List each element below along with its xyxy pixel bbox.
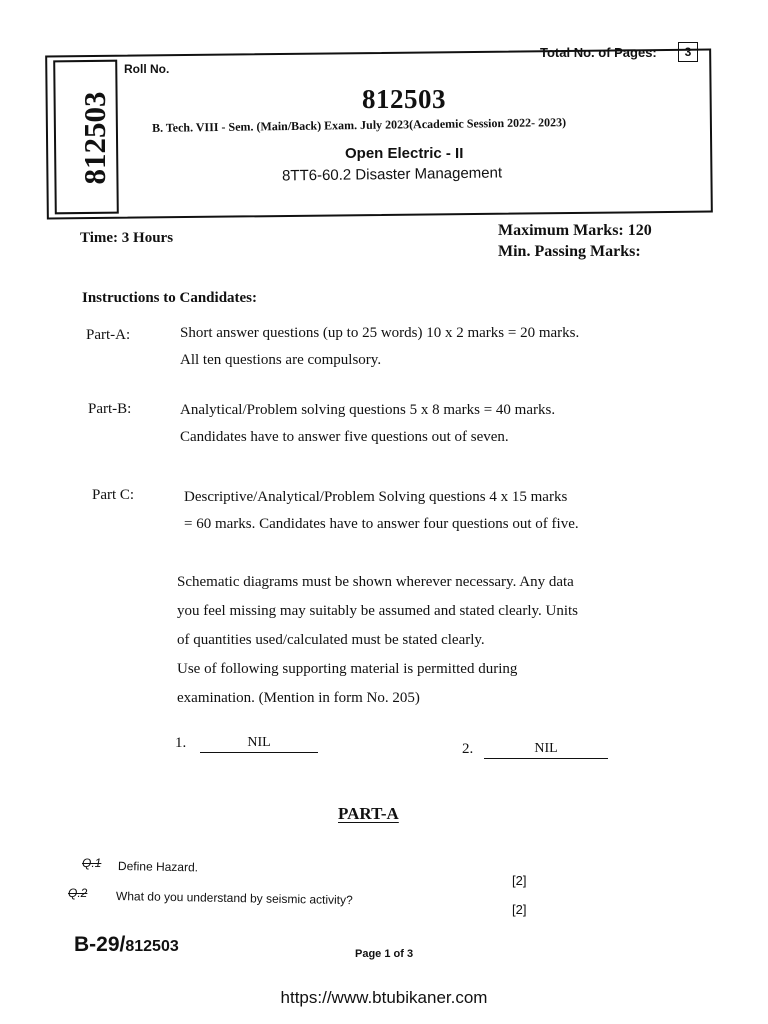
website-url[interactable]: https://www.btubikaner.com [280,988,488,1007]
note-line: Schematic diagrams must be shown wherever necessary. Any data [177,574,574,590]
instructions-heading: Instructions to Candidates: [82,290,258,306]
footer-code-prefix: B-29/ [74,933,126,956]
part-a-instruction [180,320,700,374]
material-1-value: NIL [200,735,318,753]
material-1-number: 1. [175,735,187,751]
roll-number-vertical: 812503 [77,91,112,185]
material-2-value: NIL [484,741,608,759]
total-pages-label: Total No. of Pages: [540,45,657,60]
instruction-line: Candidates have to answer five questions out of seven. [180,429,509,445]
roll-number-label: Roll No. [124,62,170,76]
question-1-number: Q.1 [82,856,102,870]
min-passing-marks: Min. Passing Marks: [498,243,641,260]
question-2-number: Q.2 [68,886,88,900]
exam-title: B. Tech. VIII - Sem. (Main/Back) Exam. July 2023(Academic Session 2022- 2023) [151,115,567,135]
course-title: 8TT6-60.2 Disaster Management [281,164,503,185]
total-pages-value: 3 [678,42,698,62]
note-line: Use of following supporting material is permitted during [177,661,518,677]
footer-code-suffix: 812503 [125,938,179,955]
note-line: examination. (Mention in form No. 205) [177,690,420,706]
part-c-label: Part C: [92,487,135,503]
question-2-marks: [2] [512,902,527,917]
note-line: you feel missing may suitably be assumed and stated clearly. Units [177,603,579,619]
part-b-instruction [180,397,700,451]
question-2-text: What do you understand by seismic activity? [115,889,353,908]
instruction-line: Descriptive/Analytical/Problem Solving questions 4 x 15 marks [184,489,568,505]
part-a-heading: PART-A [338,804,399,823]
instruction-line: All ten questions are compulsory. [180,352,382,368]
note-line: of quantities used/calculated must be stated clearly. [177,632,485,648]
page-number: Page 1 of 3 [355,948,414,960]
part-c-instruction [184,484,684,538]
maximum-marks: Maximum Marks: 120 [498,222,652,239]
instruction-line: Analytical/Problem solving questions 5 x 8 marks = 40 marks. [180,402,556,418]
general-notes [177,568,697,713]
paper-code: 812503 [362,84,446,114]
material-2-number: 2. [462,741,474,757]
instruction-line: Short answer questions (up to 25 words) 10 x 2 marks = 20 marks. [180,325,580,341]
question-1-text: Define Hazard. [117,859,199,875]
part-a-label: Part-A: [86,327,131,343]
instruction-line: = 60 marks. Candidates have to answer four questions out of five. [184,516,579,532]
footer-paper-code [74,933,179,957]
subject-title: Open Electric - II [345,145,464,162]
question-1-marks: [2] [512,873,527,888]
part-b-label: Part-B: [88,401,132,417]
time-duration: Time: 3 Hours [80,230,174,246]
